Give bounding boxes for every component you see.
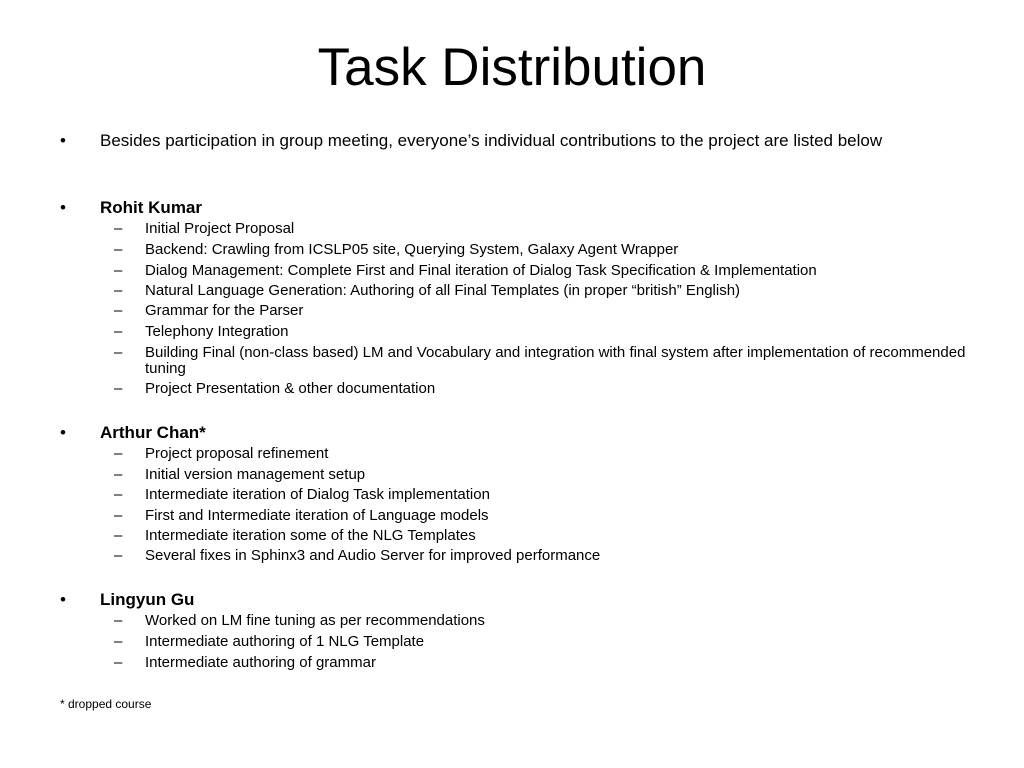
- task-text: Initial Project Proposal: [145, 220, 295, 237]
- task-text: Intermediate iteration of Dialog Task implementation: [145, 486, 490, 503]
- dash-icon: –: [114, 654, 123, 671]
- dash-icon: –: [114, 612, 123, 629]
- member-name: Lingyun Gu: [100, 590, 195, 609]
- dash-icon: –: [114, 323, 123, 340]
- dash-icon: –: [114, 633, 123, 650]
- dash-icon: –: [114, 380, 123, 397]
- task-text: Project proposal refinement: [145, 445, 329, 462]
- slide-title: Task Distribution: [317, 38, 707, 97]
- task-text: Worked on LM fine tuning as per recommendations: [145, 612, 485, 629]
- task-text: Initial version management setup: [145, 466, 366, 483]
- intro-text: Besides participation in group meeting, everyone’s individual contributions to the project are listed below: [100, 131, 883, 150]
- task-text: First and Intermediate iteration of Language models: [145, 507, 489, 524]
- dash-icon: –: [114, 241, 123, 258]
- footnote: * dropped course: [60, 697, 152, 711]
- member-name: Arthur Chan*: [100, 423, 206, 442]
- bullet-icon: •: [60, 423, 66, 442]
- member-name: Rohit Kumar: [100, 198, 202, 217]
- bullet-icon: •: [60, 590, 66, 609]
- task-text: Dialog Management: Complete First and Final iteration of Dialog Task Specification & Implementation: [145, 262, 817, 279]
- dash-icon: –: [114, 344, 123, 361]
- dash-icon: –: [114, 486, 123, 503]
- dash-icon: –: [114, 445, 123, 462]
- dash-icon: –: [114, 282, 123, 299]
- dash-icon: –: [114, 262, 123, 279]
- dash-icon: –: [114, 302, 123, 319]
- bullet-icon: •: [60, 198, 66, 217]
- task-text: Intermediate authoring of 1 NLG Template: [145, 633, 425, 650]
- task-text: Building Final (non-class based) LM and Vocabulary and integration with final system after implementation of recommended tuning: [145, 344, 966, 377]
- dash-icon: –: [114, 547, 123, 564]
- task-text: Intermediate authoring of grammar: [145, 654, 376, 671]
- dash-icon: –: [114, 466, 123, 483]
- task-text: Project Presentation & other documentation: [145, 380, 436, 397]
- dash-icon: –: [114, 220, 123, 237]
- task-text: Backend: Crawling from ICSLP05 site, Querying System, Galaxy Agent Wrapper: [145, 241, 679, 258]
- task-text: Telephony Integration: [145, 323, 289, 340]
- task-text: Intermediate iteration some of the NLG Templates: [145, 527, 476, 544]
- dash-icon: –: [114, 527, 123, 544]
- task-text: Natural Language Generation: Authoring of all Final Templates (in proper “british” English): [145, 282, 741, 299]
- bullet-icon: •: [60, 131, 66, 150]
- task-text: Grammar for the Parser: [145, 302, 304, 319]
- dash-icon: –: [114, 507, 123, 524]
- task-text: Several fixes in Sphinx3 and Audio Server for improved performance: [145, 547, 601, 564]
